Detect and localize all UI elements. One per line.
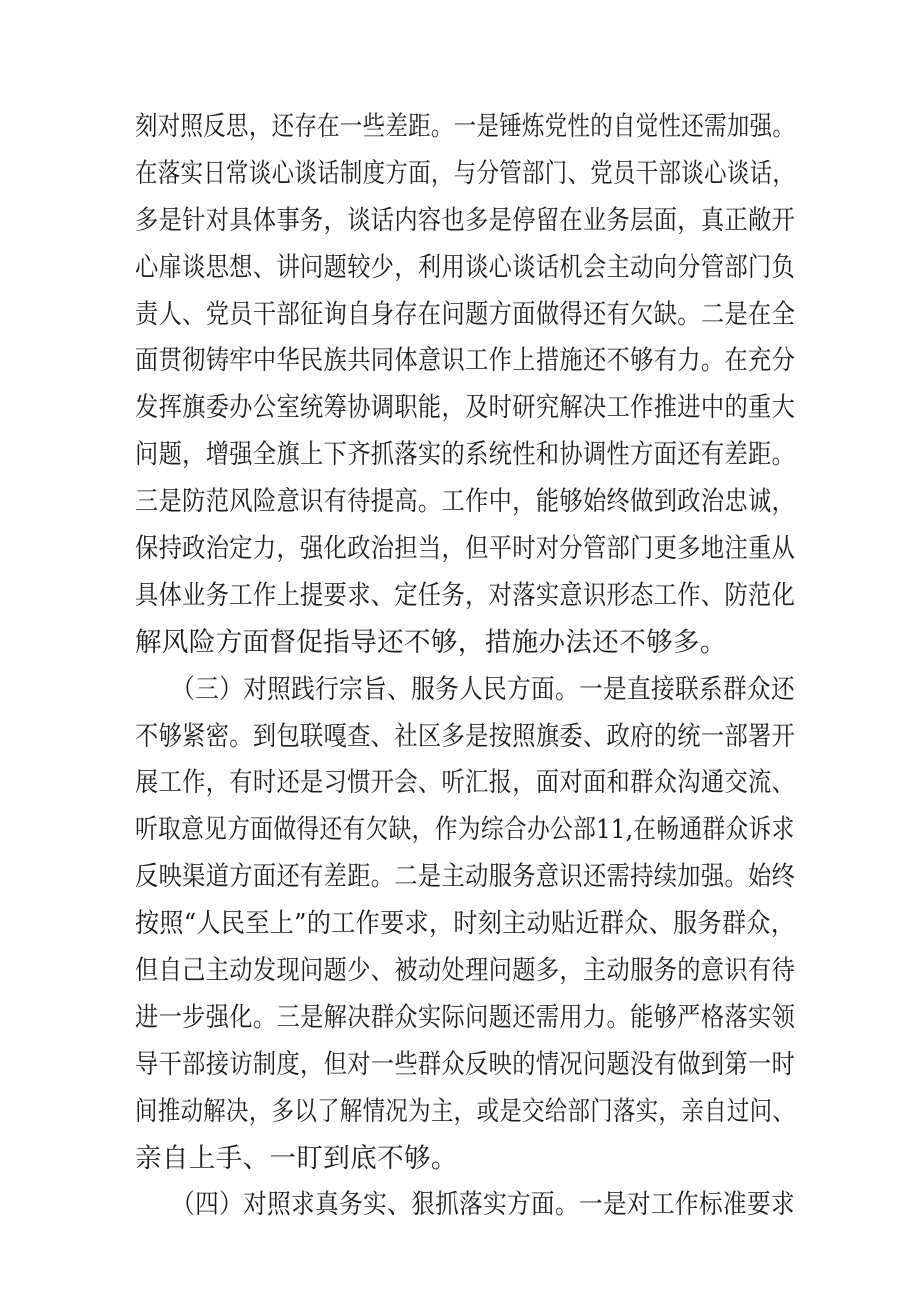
text-line: 多是针对具体事务，谈话内容也多是停留在业务层面，真正敞开	[135, 204, 796, 236]
text-line: 三是防范风险意识有待提高。工作中，能够始终做到政治忠诚，	[135, 486, 796, 518]
text-line: 具体业务工作上提要求、定任务，对落实意识形态工作、防范化	[135, 579, 796, 611]
text-line: 导干部接访制度，但对一些群众反映的情况问题没有做到第一时	[135, 1048, 796, 1080]
text-line: 问题，增强全旗上下齐抓落实的系统性和协调性方面还有差距。	[135, 439, 796, 471]
text-line: 保持政治定力，强化政治担当，但平时对分管部门更多地注重从	[135, 533, 796, 565]
body-text	[135, 104, 795, 1229]
text-line: 发挥旗委办公室统筹协调职能，及时研究解决工作推进中的重大	[135, 392, 796, 424]
text-line: 反映渠道方面还有差距。二是主动服务意识还需持续加强。始终	[135, 861, 796, 893]
text-line: 间推动解决，多以了解情况为主，或是交给部门落实，亲自过问、	[135, 1095, 796, 1127]
text-line: 在落实日常谈心谈话制度方面，与分管部门、党员干部谈心谈话，	[135, 157, 796, 189]
text-line: 心扉谈思想、讲问题较少，利用谈心谈话机会主动向分管部门负	[135, 251, 796, 283]
text-line: （三）对照践行宗旨、服务人民方面。一是直接联系群众还	[135, 673, 795, 705]
text-line: （四）对照求真务实、狠抓落实方面。一是对工作标准要求	[135, 1189, 795, 1221]
text-line: 进一步强化。三是解决群众实际问题还需用力。能够严格落实领	[135, 1001, 796, 1033]
text-line: 但自己主动发现问题少、被动处理问题多，主动服务的意识有待	[135, 955, 796, 987]
text-line: 面贯彻铸牢中华民族共同体意识工作上措施还不够有力。在充分	[135, 345, 796, 377]
text-line: 听取意见方面做得还有欠缺，作为综合办公部11,在畅通群众诉求	[135, 814, 795, 846]
text-line: 刻对照反思，还存在一些差距。一是锤炼党性的自觉性还需加强。	[135, 111, 796, 142]
text-line: 责人、党员干部征询自身存在问题方面做得还有欠缺。二是在全	[135, 298, 796, 330]
text-line: 解风险方面督促指导还不够，措施办法还不够多。	[135, 626, 727, 658]
text-line: 展工作，有时还是习惯开会、听汇报，面对面和群众沟通交流、	[135, 767, 796, 799]
text-line: 亲自上手、一盯到底不够。	[135, 1142, 458, 1174]
text-line: 不够紧密。到包联嘎查、社区多是按照旗委、政府的统一部署开	[135, 720, 796, 752]
text-line: 按照“人民至上”的工作要求，时刻主动贴近群众、服务群众，	[135, 908, 796, 940]
